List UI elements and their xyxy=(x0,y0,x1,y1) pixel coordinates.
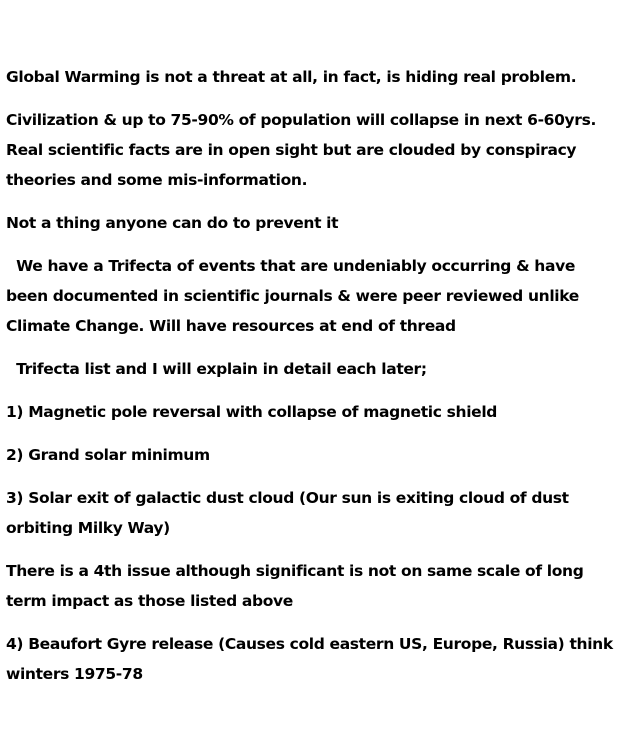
collapse-claim-paragraph: Civilization & up to 75-90% of population will collapse in next 6-60yrs. Real scientific facts are in open sight but are clouded by conspiracy theories and some mis-information. xyxy=(6,111,602,189)
document-body xyxy=(6,62,618,702)
trifecta-list-heading: Trifecta list and I will explain in detail each later; xyxy=(6,360,427,378)
intro-statement: Global Warming is not a threat at all, in fact, is hiding real problem. xyxy=(6,68,577,86)
trifecta-intro-paragraph: We have a Trifecta of events that are undeniably occurring & have been documented in scientific journals & were peer reviewed unlike Climate Change. Will have resources at end of thread xyxy=(6,257,584,335)
prevention-statement: Not a thing anyone can do to prevent it xyxy=(6,214,339,232)
list-item-2: 2) Grand solar minimum xyxy=(6,446,210,464)
list-item-4: 4) Beaufort Gyre release (Causes cold eastern US, Europe, Russia) think winters 1975-78 xyxy=(6,635,618,683)
fourth-issue-paragraph: There is a 4th issue although significant is not on same scale of long term impact as those listed above xyxy=(6,562,589,610)
list-item-3: 3) Solar exit of galactic dust cloud (Our sun is exiting cloud of dust orbiting Milky Way) xyxy=(6,489,574,537)
list-item-1: 1) Magnetic pole reversal with collapse of magnetic shield xyxy=(6,403,498,421)
